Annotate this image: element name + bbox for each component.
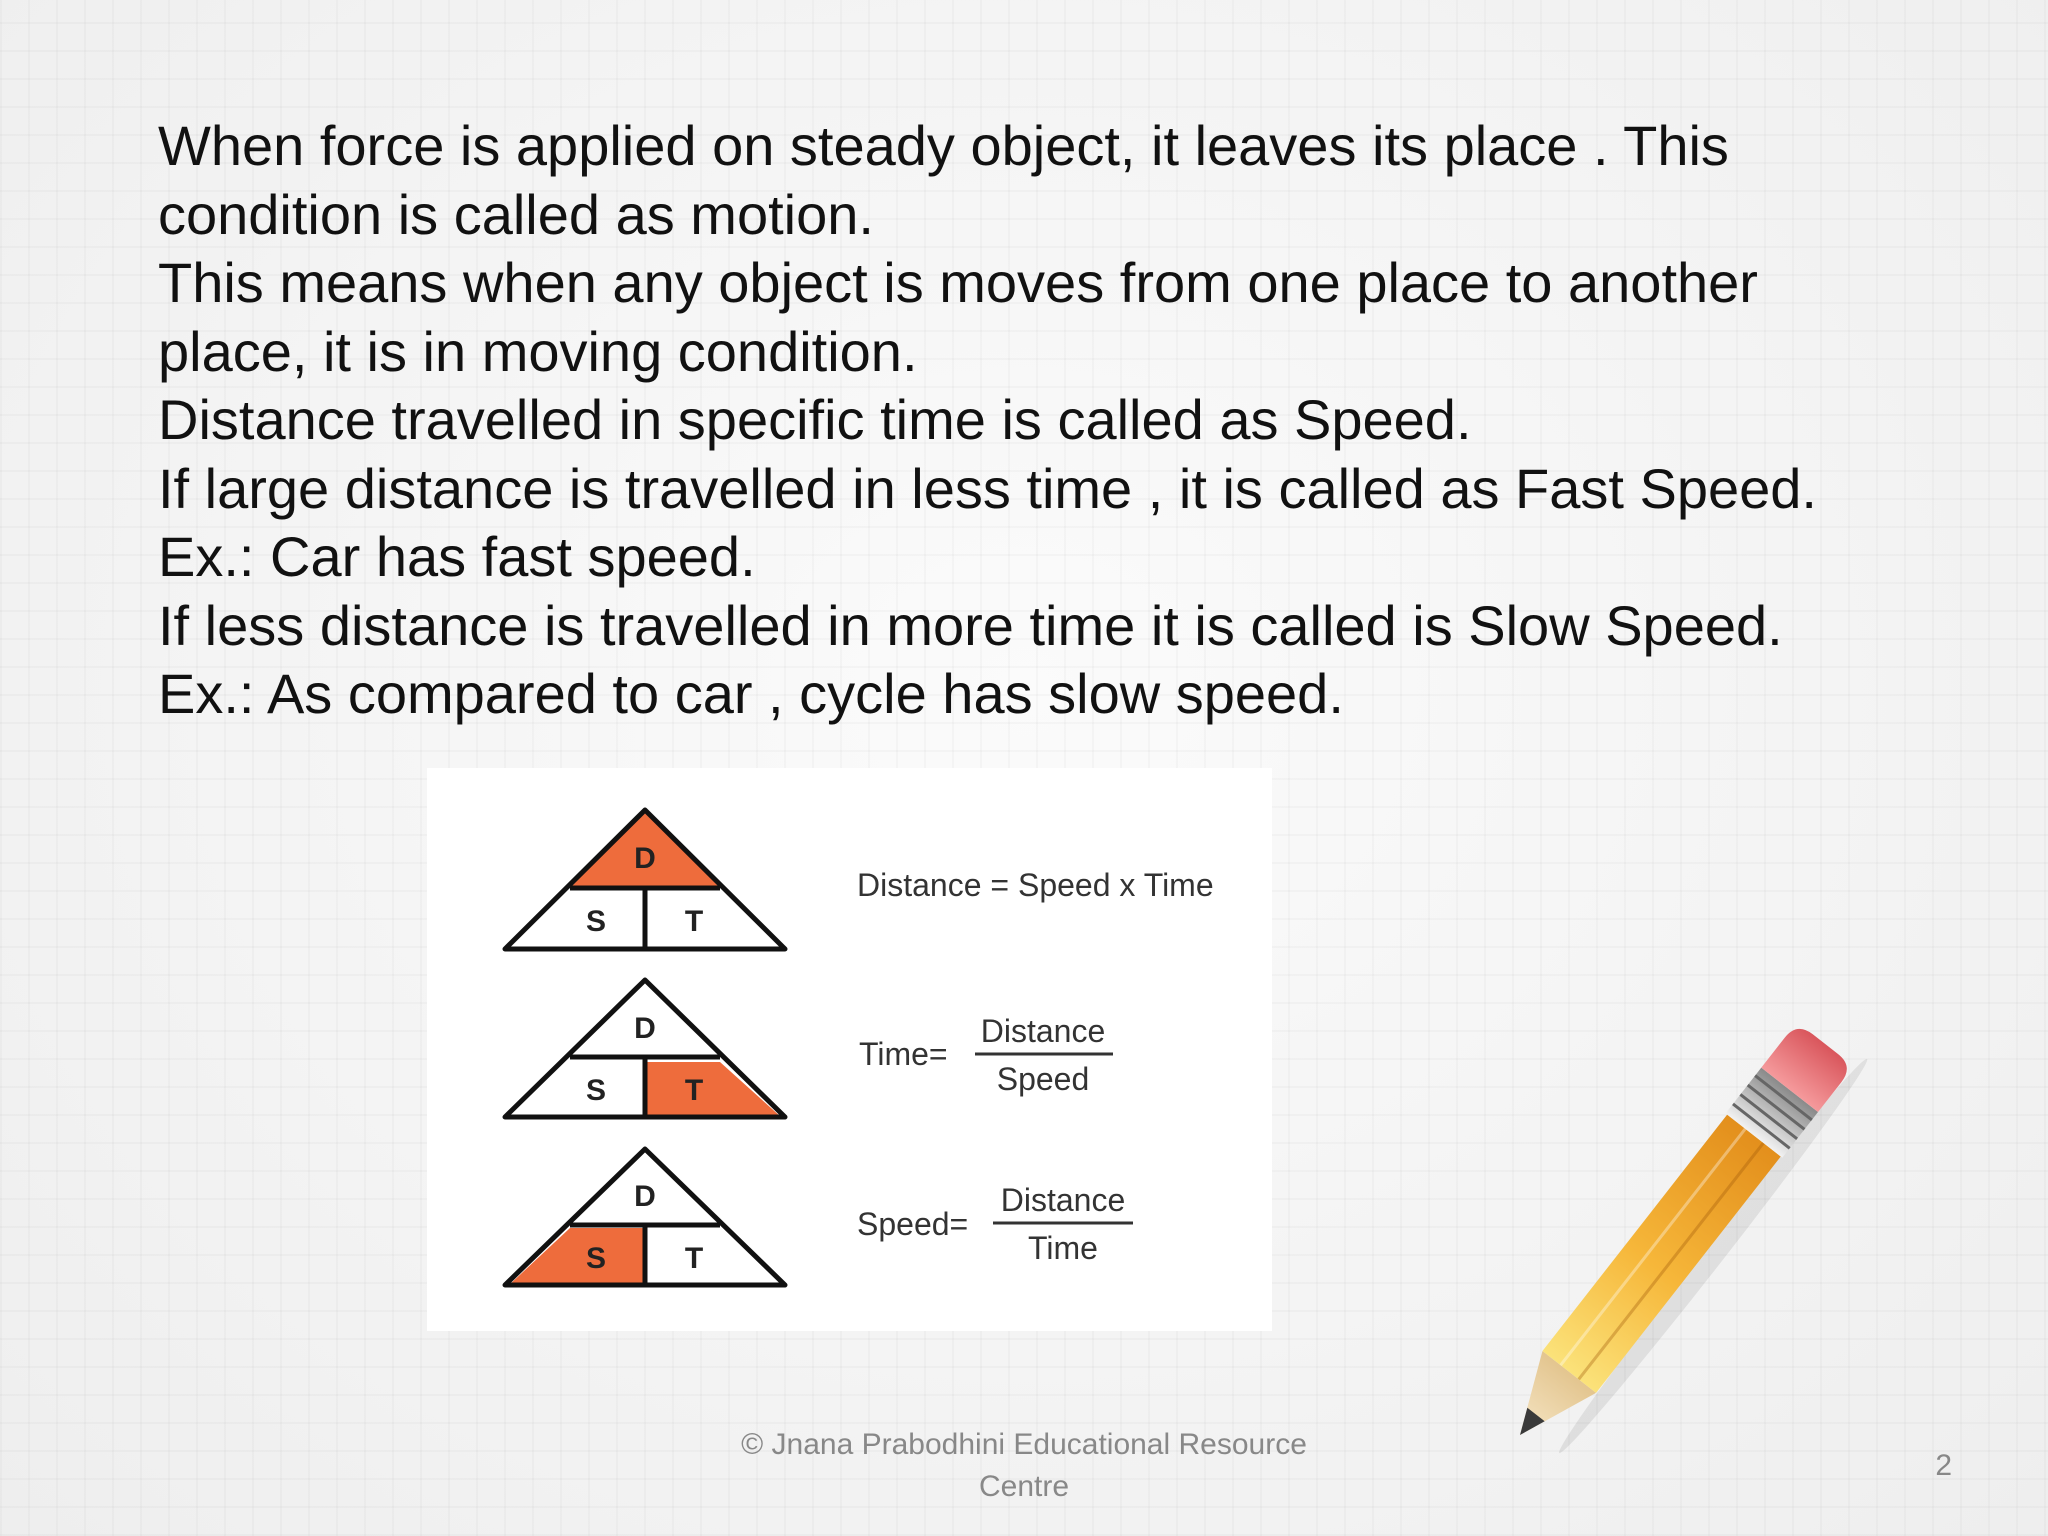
triangle-time [505,980,785,1117]
text-line: Ex.: Car has fast speed. [158,525,756,588]
slide-body-text [158,112,2018,729]
text-line: Distance travelled in specific time is called as Speed. [158,388,1472,451]
text-line: This means when any object is moves from one place to another [158,251,1758,314]
formula-speed-numerator: Distance [1000,1182,1126,1218]
triangle-label-s: S [585,1074,607,1107]
text-line: place, it is in moving condition. [158,319,918,383]
triangle-label-s: S [585,1242,607,1275]
triangle-label-t: T [684,905,704,938]
triangle-label-t: T [684,1074,704,1107]
formula-time-lhs: Time= [859,1036,948,1072]
triangle-label-d: D [634,842,656,875]
text-line: condition is called as motion. [158,182,874,246]
formula-speed-denominator: Time [1028,1230,1098,1266]
formula-distance: Distance = Speed x Time [857,867,1214,903]
formula-speed [857,1182,1133,1266]
formula-time [859,1013,1113,1097]
triangle-speed [505,1149,785,1285]
triangle-label-t: T [684,1242,704,1275]
text-line: If large distance is travelled in less time , it is called as Fast Speed. [158,456,1817,520]
formula-speed-lhs: Speed= [857,1206,969,1242]
text-line: Ex.: As compared to car , cycle has slow speed. [158,662,1344,725]
formula-time-numerator: Distance [980,1013,1106,1049]
footer-credit-line1: © Jnana Prabodhini Educational Resource [741,1428,1307,1461]
triangle-label-d: D [634,1180,656,1213]
page-number: 2 [1935,1449,1952,1482]
footer-credit-line2: Centre [978,1470,1070,1503]
text-line: When force is applied on steady object, it leaves its place . This [158,114,1729,177]
triangle-label-d: D [634,1012,656,1045]
triangle-label-s: S [585,905,607,938]
triangle-distance [505,810,785,949]
formula-time-denominator: Speed [996,1061,1090,1097]
dst-triangle-diagram [427,768,1272,1331]
text-line: If less distance is travelled in more time it is called is Slow Speed. [158,593,1783,657]
pencil-icon [1480,980,1980,1465]
footer-credit [640,1424,1408,1508]
